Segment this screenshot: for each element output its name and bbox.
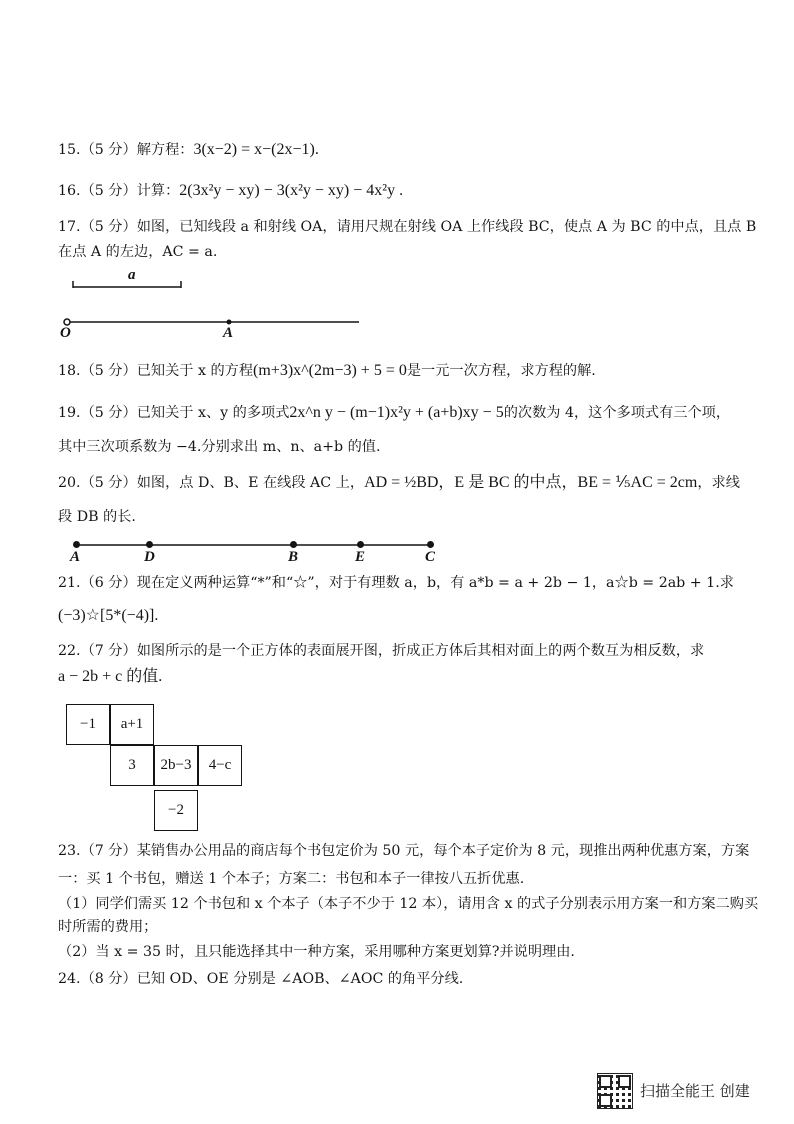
- problem-20-line2: 段 DB 的长.: [58, 509, 136, 525]
- problem-21: 21.（6 分）现在定义两种运算“*”和“☆”，对于有理数 a，b，有 a*b = a + 2b − 1，a☆b = 2ab + 1.求: [58, 575, 734, 591]
- figure-17-lines: [55, 265, 375, 345]
- point-e-dot: [357, 541, 364, 548]
- net-cell-6: −2: [154, 790, 198, 831]
- point-d-dot: [146, 541, 153, 548]
- problem-17: 17.（5 分）如图，已知线段 a 和射线 OA，请用尺规在射线 OA 上作线段 BC，使点 A 为 BC 的中点，且点 B: [58, 219, 757, 235]
- net-cell-3: 3: [110, 745, 154, 786]
- problem-17-line2: 在点 A 的左边，AC = a.: [58, 244, 218, 260]
- qr-code-icon: [597, 1073, 633, 1109]
- point-a-label: A: [70, 549, 81, 565]
- net-cell-2: a+1: [110, 704, 154, 745]
- problem-18: 18.（5 分）已知关于 x 的方程(m+3)x^(2m−3) + 5 = 0是一元一次方程，求方程的解.: [58, 362, 596, 379]
- problem-19: 19.（5 分）已知关于 x、y 的多项式2x^n y − (m−1)x²y + (a+b)xy − 5的次数为 4，这个多项式有三个项，: [58, 404, 731, 421]
- problem-23-part1-line2: 时所需的费用；: [58, 919, 158, 935]
- scanner-watermark: 扫描全能王 创建: [640, 1082, 750, 1100]
- segment-a-label: a: [128, 267, 136, 283]
- point-e-label: E: [355, 549, 366, 565]
- problem-15: 15.（5 分）解方程：3(x−2) = x−(2x−1).: [58, 141, 319, 158]
- point-c-dot: [427, 541, 434, 548]
- problem-22: 22.（7 分）如图所示的是一个正方体的表面展开图，折成正方体后其相对面上的两个数互为相反数，求: [58, 643, 705, 659]
- net-cell-5: 4−c: [198, 745, 242, 786]
- problem-19-line2: 其中三次项系数为 −4.分别求出 m、n、a+b 的值.: [58, 439, 381, 455]
- point-a-dot: [73, 541, 80, 548]
- problem-23-part2: （2）当 x = 35 时，且只能选择其中一种方案，采用哪种方案更划算?并说明理由.: [58, 944, 575, 960]
- point-d-label: D: [144, 549, 155, 565]
- point-b-label: B: [288, 549, 299, 565]
- problem-21-line2: (−3)☆[5*(−4)].: [58, 607, 159, 624]
- figure-20-line: [70, 538, 440, 552]
- point-c-label: C: [425, 549, 436, 565]
- problem-20: 20.（5 分）如图，点 D、B、E 在线段 AC 上，AD = ½BD，E 是 BC 的中点，BE = ⅕AC = 2cm，求线: [58, 474, 740, 491]
- point-b-dot: [290, 541, 297, 548]
- point-o-label: O: [60, 325, 71, 341]
- problem-24: 24.（8 分）已知 OD、OE 分别是 ∠AOB、∠AOC 的角平分线.: [58, 971, 464, 987]
- problem-23-line2: 一：买 1 个书包，赠送 1 个本子；方案二：书包和本子一律按八五折优惠.: [58, 871, 525, 887]
- problem-22-line2: a − 2b + c 的值.: [58, 668, 163, 685]
- point-a-label: A: [223, 325, 234, 341]
- net-cell-4: 2b−3: [154, 745, 198, 786]
- problem-23: 23.（7 分）某销售办公用品的商店每个书包定价为 50 元，每个本子定价为 8 元，现推出两种优惠方案，方案: [58, 843, 750, 859]
- problem-16: 16.（5 分）计算：2(3x²y − xy) − 3(x²y − xy) − 4x²y .: [58, 182, 404, 199]
- problem-23-part1: （1）同学们需买 12 个书包和 x 个本子（本子不少于 12 本），请用含 x 的式子分别表示用方案一和方案二购买: [58, 896, 759, 912]
- net-cell-1: −1: [66, 704, 110, 745]
